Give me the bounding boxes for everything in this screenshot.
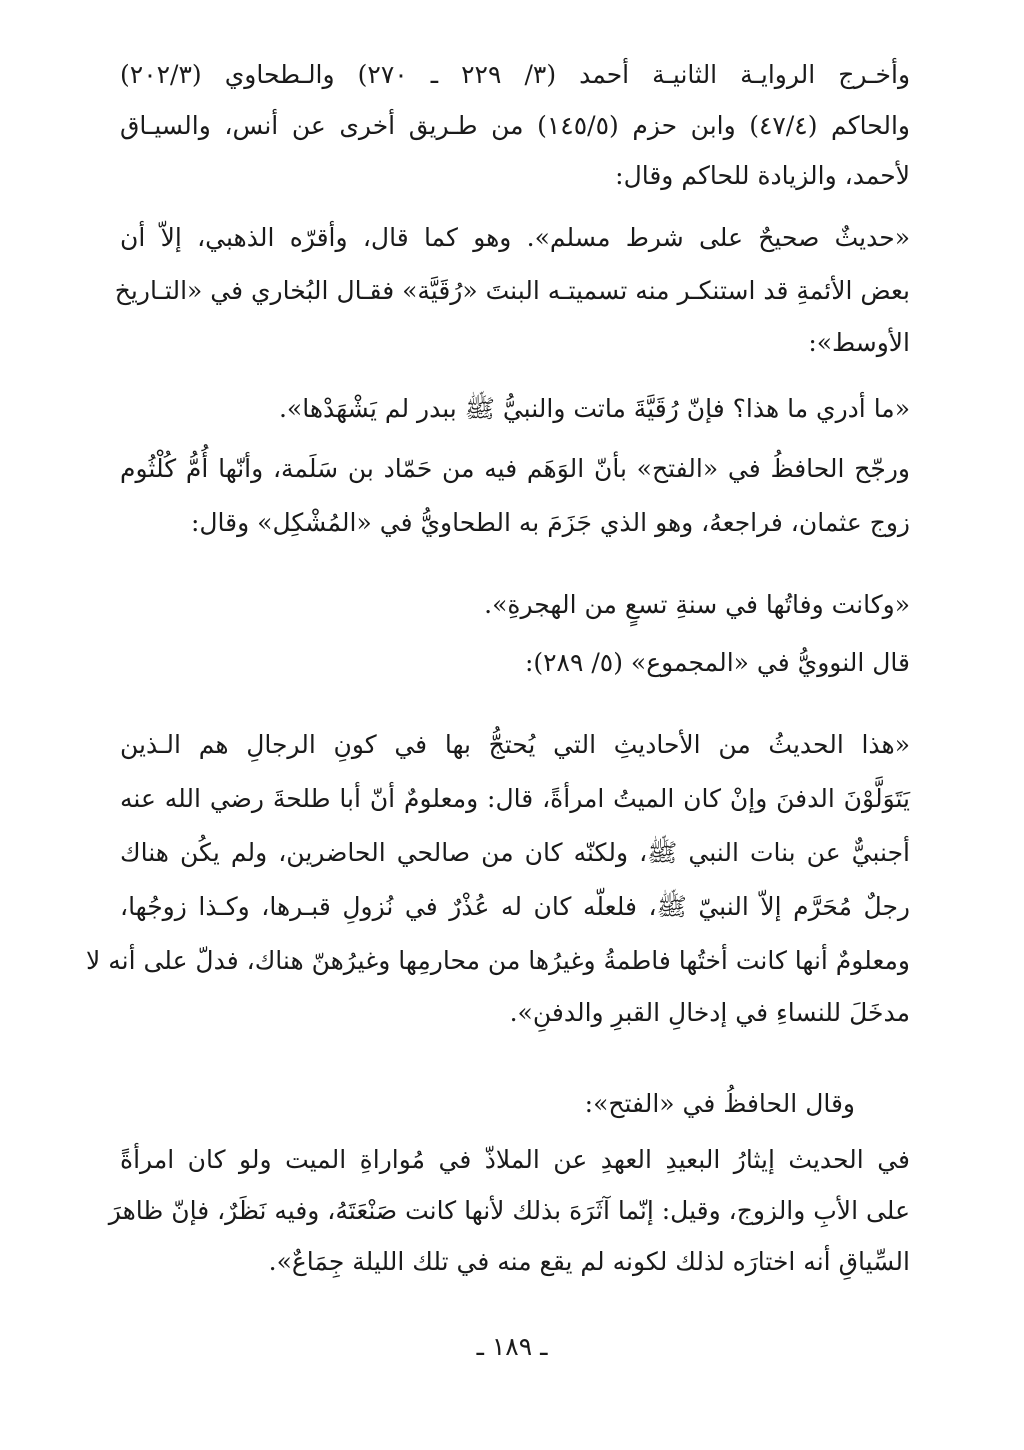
- text-line: وأخـرج الروايـة الثانيـة أحمد (٣/ ٢٢٩ ـ ٢٧٠) والـطحاوي (٢٠٢/٣): [120, 60, 911, 89]
- text-line: «حديثٌ صحيحٌ على شرط مسلم». وهو كما قال، وأقرّه الذهبي، إلاّ أن: [120, 223, 910, 252]
- text-line: لأحمد، والزيادة للحاكم وقال:: [615, 161, 910, 190]
- text-line: الأوسط»:: [808, 328, 910, 357]
- text-line: في الحديث إيثارُ البعيدِ العهدِ عن الملاذّ في مُواراةِ الميت ولو كان امرأةً: [120, 1145, 910, 1174]
- text-line: على الأبِ والزوج، وقيل: إنّما آثَرَهَ بذلك لأنها كانت صَنْعَتَهُ، وفيه نَظَرٌ، فإنّ ظاهرَ: [108, 1196, 910, 1225]
- text-line: السِّياقِ أنه اختارَه لذلك لكونه لم يقع منه في تلك الليلة جِمَاعٌ».: [268, 1247, 910, 1276]
- text-line: أجنبيٌّ عن بنات النبي ﷺ، ولكنّه كان من صالحي الحاضرين، ولم يكُن هناك: [120, 838, 910, 867]
- text-line: والحاكم (٤٧/٤) وابن حزم (١٤٥/٥) من طـريق أخرى عن أنس، والسيـاق: [120, 111, 910, 140]
- text-line: وقال الحافظُ في «الفتح»:: [584, 1089, 855, 1118]
- text-line: مدخَلَ للنساءِ في إدخالِ القبرِ والدفنِ».: [509, 998, 910, 1027]
- text-line: «ما أدري ما هذا؟ فإنّ رُقَيَّةَ ماتت والنبيُّ ﷺ ببدر لم يَشْهَدْها».: [278, 394, 910, 423]
- text-line: ورجّح الحافظُ في «الفتح» بأنّ الوَهَم فيه من حَمّاد بن سَلَمة، وأنّها أُمُّ كُلْثُوم: [120, 454, 910, 483]
- text-line: ومعلومٌ أنها كانت أختُها فاطمةُ وغيرُها من محارمِها وغيرُهنّ هناك، فدلّ على أنه لا: [86, 946, 910, 975]
- text-line: «هذا الحديثُ من الأحاديثِ التي يُحتجُّ بها في كونِ الرجالِ هم الـذين: [120, 730, 910, 759]
- text-line: «وكانت وفاتُها في سنةِ تسعٍ من الهجرةِ».: [484, 590, 910, 619]
- page-number: ـ ١٨٩ ـ: [476, 1332, 548, 1361]
- text-line: رجلٌ مُحَرَّم إلاّ النبيّ ﷺ، فلعلّه كان له عُذْرٌ في نُزولِ قبـرها، وكـذا زوجُها،: [120, 892, 910, 921]
- page-body: [86, 56, 911, 1396]
- text-line: زوج عثمان، فراجعهُ، وهو الذي جَزَمَ به الطحاويُّ في «المُشْكِل» وقال:: [190, 508, 910, 537]
- text-line: بعض الأئمةِ قد استنكـر منه تسميتـه البنتَ «رُقَيَّة» فقـال البُخاري في «التـاريخ: [114, 276, 910, 305]
- text-line: قال النوويُّ في «المجموع» (٥/ ٢٨٩):: [524, 648, 910, 677]
- text-line: يَتَوَلَّوْنَ الدفنَ وإنْ كان الميتُ امرأةً، قال: ومعلومٌ أنّ أبا طلحةَ رضي الله عنه: [120, 784, 910, 813]
